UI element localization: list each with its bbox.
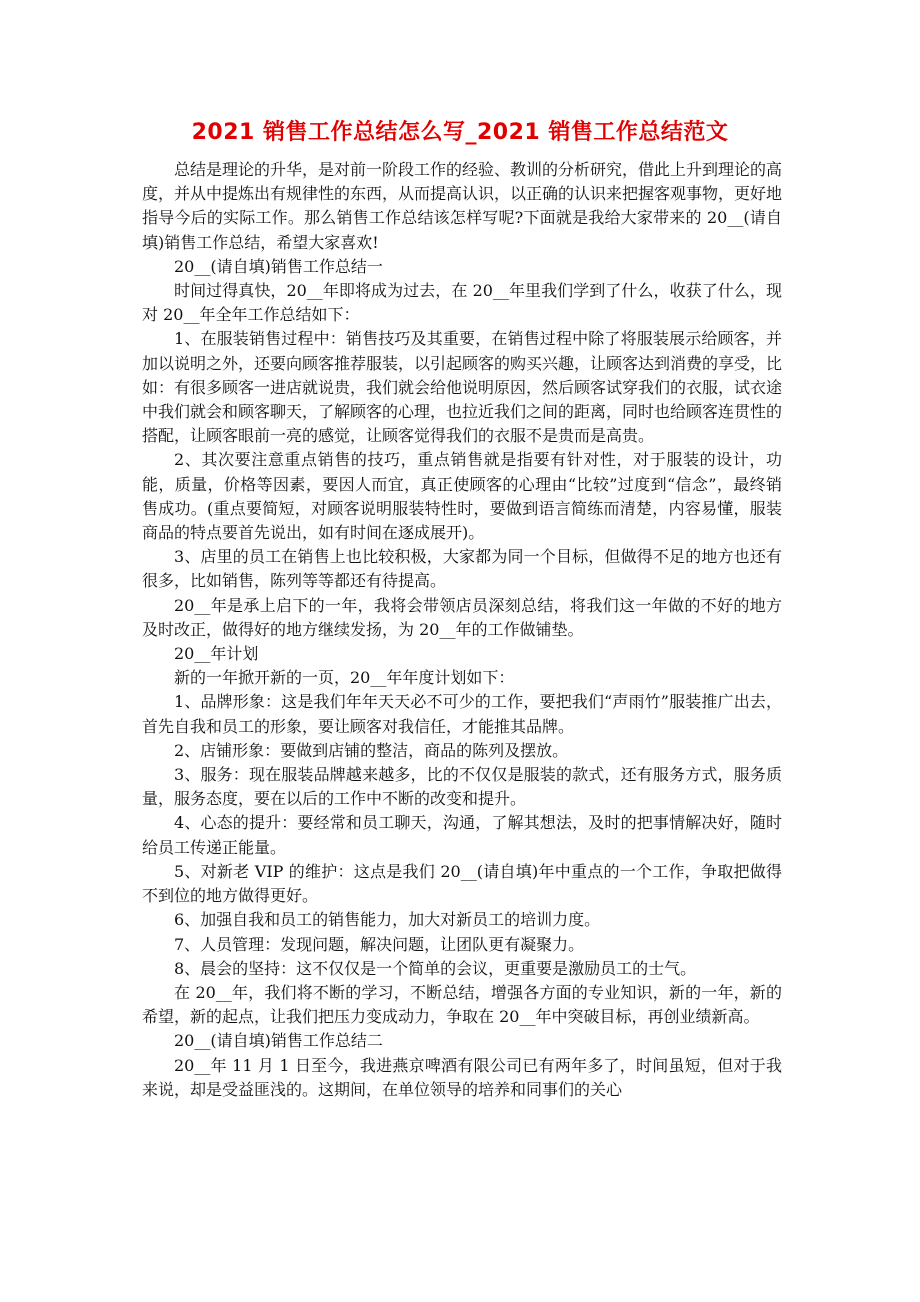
list-item: 5、对新老 VIP 的维护：这点是我们 20__(请自填)年中重点的一个工作，争取把做得不到位的地方做得更好。	[142, 861, 782, 906]
list-item: 1、在服装销售过程中：销售技巧及其重要，在销售过程中除了将服装展示给顾客，并加以说明之外，还要向顾客推荐服装，以引起顾客的购买兴趣，让顾客达到消费的享受，比如：有很多顾客一进店就说贵，我们就会给他说明原因，然后顾客试穿我们的衣服，试衣途中我们就会和顾客聊天，了解顾客的心理，也拉近我们之间的距离，同时也给顾客连贯性的搭配，让顾客眼前一亮的感觉，让顾客觉得我们的衣服不是贵而是高贵。	[142, 329, 783, 446]
list-item: 2、店铺形象：要做到店铺的整洁，商品的陈列及摆放。	[174, 740, 569, 760]
paragraph: 新的一年掀开新的一页，20__年年度计划如下：	[174, 668, 515, 688]
paragraph: 时间过得真快，20__年即将成为过去，在 20__年里我们学到了什么，收获了什么，现对 20__年全年工作总结如下：	[142, 281, 782, 325]
paragraph: 20__年 11 月 1 日至今，我进燕京啤酒有限公司已有两年多了，时间虽短，但对于我来说，却是受益匪浅的。这期间，在单位领导的培养和同事们的关心	[142, 1055, 782, 1099]
list-item: 3、店里的员工在销售上也比较积极，大家都为同一个目标，但做得不足的地方也还有很多，比如销售，陈列等等都还有待提高。	[142, 547, 782, 591]
list-item: 2、其次要注意重点销售的技巧，重点销售就是指要有针对性，对于服装的设计，功能，质量，价格等因素，要因人而宜，真正使顾客的心理由“比较”过度到“信念”，最终销售成功。(重点要简短，对顾客说明服装特性时，要做到语言简练而清楚，内容易懂，服装商品的特点要首先说出，如有时间在逐成展开)。	[142, 450, 782, 543]
paragraph: 20__年是承上启下的一年，我将会带领店员深刻总结，将我们这一年做的不好的地方及时改正，做得好的地方继续发扬，为 20__年的工作做铺垫。	[142, 595, 782, 639]
paragraph: 在 20__年，我们将不断的学习，不断总结，增强各方面的专业知识，新的一年，新的希望，新的起点，让我们把压力变成动力，争取在 20__年中突破目标，再创业绩新高。	[142, 982, 782, 1027]
list-item: 3、服务：现在服装品牌越来越多，比的不仅仅是服装的款式，还有服务方式，服务质量，服务态度，要在以后的工作中不断的改变和提升。	[142, 765, 782, 809]
list-item: 7、人员管理：发现问题，解决问题，让团队更有凝聚力。	[174, 934, 585, 954]
document-body	[142, 158, 782, 1102]
list-item: 4、心态的提升：要经常和员工聊天，沟通，了解其想法，及时的把事情解决好，随时给员工传递正能量。	[142, 813, 782, 857]
list-item: 1、品牌形象：这是我们年年天天必不可少的工作，要把我们“声雨竹”服装推广出去，首先自我和员工的形象，要让顾客对我信任，才能推其品牌。	[142, 692, 782, 736]
list-item: 8、晨会的坚持：这不仅仅是一个简单的会议，更重要是激励员工的士气。	[174, 958, 697, 978]
document-title: 2021 销售工作总结怎么写_2021 销售工作总结范文	[191, 120, 729, 145]
list-item: 6、加强自我和员工的销售能力，加大对新员工的培训力度。	[174, 910, 601, 930]
section-heading: 20__(请自填)销售工作总结一	[174, 256, 383, 276]
section-heading: 20__年计划	[174, 644, 259, 664]
intro-paragraph: 总结是理论的升华，是对前一阶段工作的经验、教训的分析研究，借此上升到理论的高度，并从中提炼出有规律性的东西，从而提高认识，以正确的认识来把握客观事物，更好地指导今后的实际工作。那么销售工作总结该怎样写呢?下面就是我给大家带来的 20__(请自填)销售工作总结，希望大家喜欢!	[142, 160, 783, 252]
section-heading: 20__(请自填)销售工作总结二	[174, 1031, 383, 1051]
